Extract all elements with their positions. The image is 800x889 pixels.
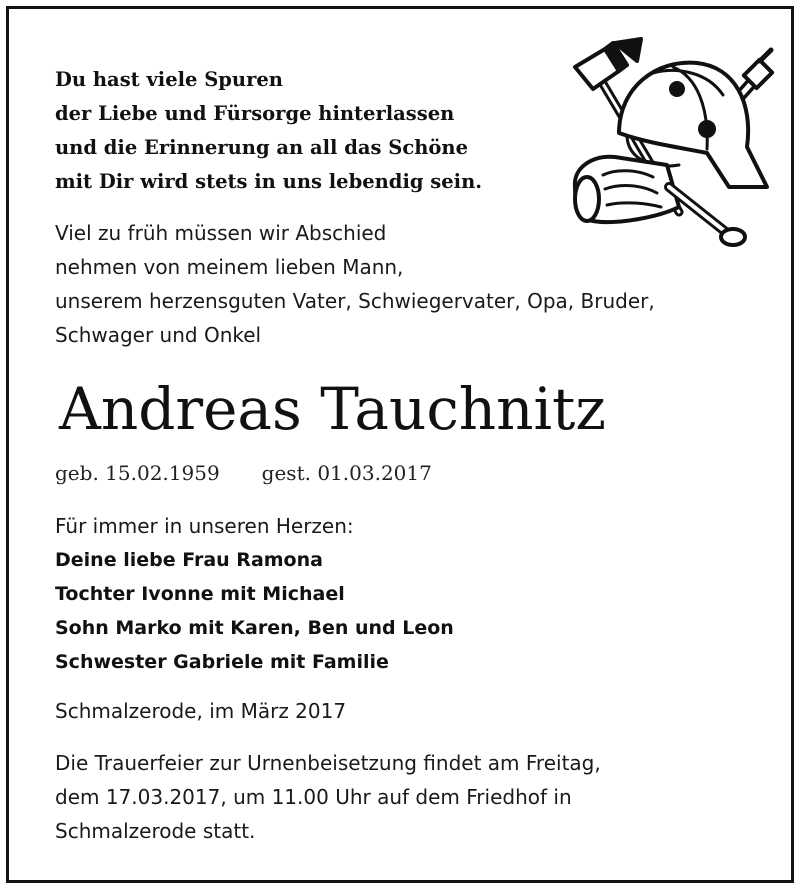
quote-line: Du hast viele Spuren xyxy=(55,68,283,91)
birth-date: geb. 15.02.1959 xyxy=(55,461,220,485)
family-member: Schwester Gabriele mit Familie xyxy=(55,651,389,673)
obituary-notice xyxy=(6,6,794,883)
family-member: Tochter Ivonne mit Michael xyxy=(55,583,345,605)
quote-line: der Liebe und Fürsorge hinterlassen xyxy=(55,102,455,125)
family-member: Deine liebe Frau Ramona xyxy=(55,549,323,571)
family-heading: Für immer in unseren Herzen: xyxy=(55,514,354,538)
life-dates xyxy=(55,457,432,489)
quote-line: und die Erinnerung an all das Schöne xyxy=(55,136,468,159)
intro-line: Schwager und Onkel xyxy=(55,323,262,347)
intro-line: nehmen von meinem lieben Mann, xyxy=(55,255,404,279)
service-line: Die Trauerfeier zur Urnenbeisetzung findet am Freitag, xyxy=(55,751,601,775)
intro-line: unserem herzensguten Vater, Schwiegervater, Opa, Bruder, xyxy=(55,289,655,313)
family-member: Sohn Marko mit Karen, Ben und Leon xyxy=(55,617,454,639)
intro-line: Viel zu früh müssen wir Abschied xyxy=(55,221,387,245)
death-date: gest. 01.03.2017 xyxy=(261,461,432,485)
family-list xyxy=(55,509,454,679)
service-line: dem 17.03.2017, um 11.00 Uhr auf dem Friedhof in xyxy=(55,785,572,809)
memorial-quote xyxy=(55,63,535,199)
intro-text xyxy=(55,216,655,352)
place-date: Schmalzerode, im März 2017 xyxy=(55,699,347,723)
quote-line: mit Dir wird stets in uns lebendig sein. xyxy=(55,170,483,193)
deceased-name: Andreas Tauchnitz xyxy=(59,375,606,443)
service-line: Schmalzerode statt. xyxy=(55,819,256,843)
funeral-service-info xyxy=(55,746,601,848)
